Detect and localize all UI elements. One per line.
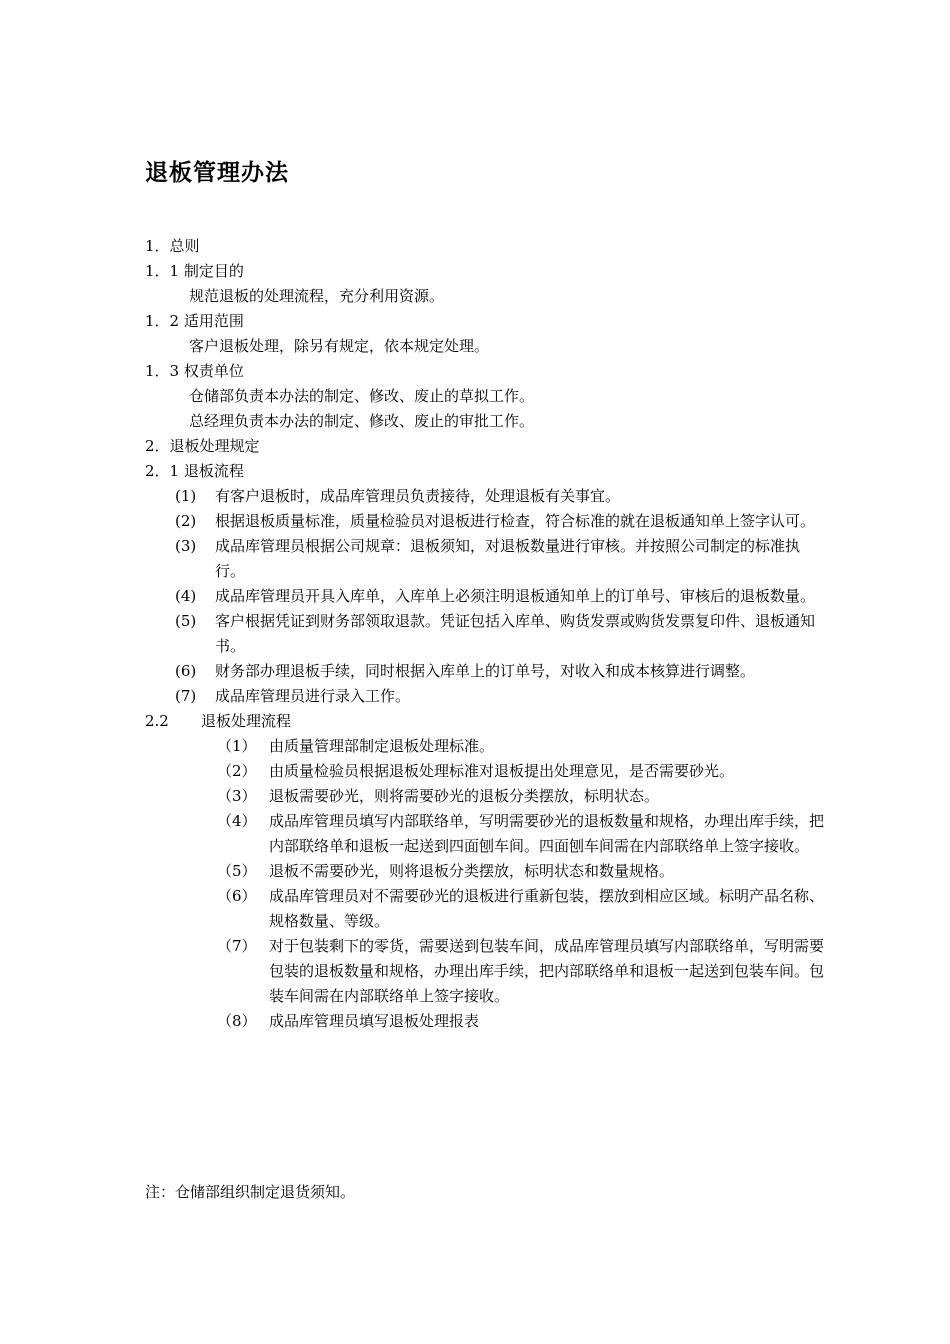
list-number: （8）	[217, 1012, 257, 1030]
list-number: (5)	[175, 612, 197, 630]
subsection-heading: 1．2 适用范围	[145, 312, 244, 330]
list-text: 成品库管理员对不需要砂光的退板进行重新包装，摆放到相应区域。标明产品名称、规格数量、等级。	[269, 887, 825, 930]
document-title: 退板管理办法	[145, 160, 289, 186]
list-text: 退板需要砂光，则将需要砂光的退板分类摆放，标明状态。	[269, 787, 660, 805]
list-item	[145, 534, 825, 584]
subsection-heading: 2．1 退板流程	[145, 462, 244, 480]
list-number: (1)	[175, 487, 197, 505]
list-number: (6)	[175, 662, 197, 680]
paragraph: 仓储部负责本办法的制定、修改、废止的草拟工作。	[189, 387, 535, 405]
paragraph: 客户退板处理，除另有规定，依本规定处理。	[189, 337, 490, 355]
list-text: 对于包装剩下的零货，需要送到包装车间，成品库管理员填写内部联络单，写明需要包装的退板数量和规格，办理出库手续，把内部联络单和退板一起送到包装车间。包装车间需在内部联络单上签字接收。	[269, 937, 825, 1005]
list-text: 有客户退板时，成品库管理员负责接待，处理退板有关事宜。	[215, 487, 621, 505]
list-item	[145, 584, 825, 609]
list-text: 成品库管理员填写退板处理报表	[269, 1012, 480, 1030]
subsection-title: 退板处理流程	[201, 712, 292, 730]
list-number: (3)	[175, 537, 197, 555]
footnote: 注：仓储部组织制定退货须知。	[145, 1183, 356, 1201]
list-item	[145, 934, 825, 1009]
list-text: 由质量管理部制定退板处理标准。	[269, 737, 495, 755]
list-item	[145, 884, 825, 934]
list-text: 成品库管理员进行录入工作。	[215, 687, 411, 705]
section-heading: 1．总则	[145, 237, 200, 255]
list-item	[145, 1009, 825, 1034]
list-item	[145, 659, 825, 684]
list-item	[145, 784, 825, 809]
list-number: （4）	[217, 812, 257, 830]
list-item	[145, 509, 825, 534]
list-text: 财务部办理退板手续，同时根据入库单上的订单号，对收入和成本核算进行调整。	[215, 662, 756, 680]
list-item	[145, 859, 825, 884]
list-item	[145, 684, 825, 709]
list-text: 由质量检验员根据退板处理标准对退板提出处理意见，是否需要砂光。	[269, 762, 735, 780]
list-number: （6）	[217, 887, 257, 905]
list-number: （1）	[217, 737, 257, 755]
section-heading: 2．退板处理规定	[145, 437, 260, 455]
list-item	[145, 609, 825, 659]
list-item	[145, 484, 825, 509]
list-number: （2）	[217, 762, 257, 780]
list-text: 成品库管理员根据公司规章：退板须知，对退板数量进行审核。并按照公司制定的标准执行。	[215, 537, 801, 580]
list-number: (4)	[175, 587, 197, 605]
subsection-heading	[145, 709, 825, 734]
list-text: 成品库管理员填写内部联络单，写明需要砂光的退板数量和规格，办理出库手续，把内部联络单和退板一起送到四面刨车间。四面刨车间需在内部联络单上签字接收。	[269, 812, 825, 855]
list-number: （5）	[217, 862, 257, 880]
list-number: (2)	[175, 512, 197, 530]
list-item	[145, 734, 825, 759]
list-text: 成品库管理员开具入库单，入库单上必须注明退板通知单上的订单号、审核后的退板数量。	[215, 587, 816, 605]
list-number: （7）	[217, 937, 257, 955]
list-text: 根据退板质量标准，质量检验员对退板进行检查，符合标准的就在退板通知单上签字认可。	[215, 512, 816, 530]
paragraph: 规范退板的处理流程，充分利用资源。	[189, 287, 445, 305]
list-number: （3）	[217, 787, 257, 805]
document-body	[145, 234, 825, 1034]
paragraph: 总经理负责本办法的制定、修改、废止的审批工作。	[189, 412, 535, 430]
subsection-heading: 1．1 制定目的	[145, 262, 244, 280]
list-number: (7)	[175, 687, 197, 705]
process-list	[145, 734, 825, 1034]
subsection-heading: 1．3 权责单位	[145, 362, 244, 380]
list-item	[145, 759, 825, 784]
subsection-number: 2.2	[145, 712, 169, 730]
flow-list	[145, 484, 825, 709]
list-text: 客户根据凭证到财务部领取退款。凭证包括入库单、购货发票或购货发票复印件、退板通知书。	[215, 612, 816, 655]
list-item	[145, 809, 825, 859]
list-text: 退板不需要砂光，则将退板分类摆放，标明状态和数量规格。	[269, 862, 675, 880]
